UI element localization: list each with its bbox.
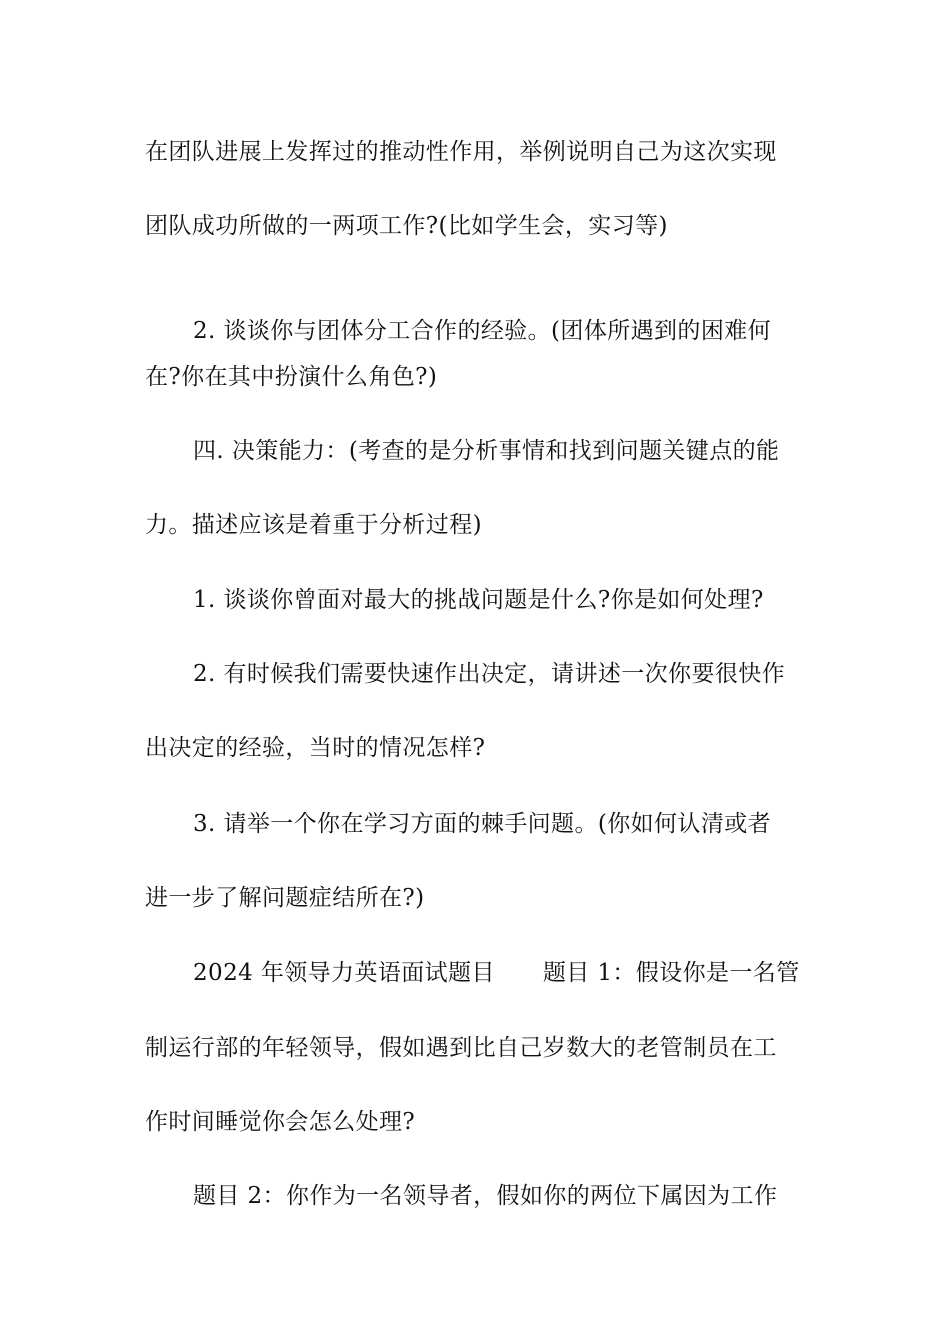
paragraph-line: 2. 有时候我们需要快速作出决定，请讲述一次你要很快作 <box>193 661 786 687</box>
paragraph-line: 1. 谈谈你曾面对最大的挑战问题是什么?你是如何处理? <box>193 587 764 613</box>
paragraph-line: 力。描述应该是着重于分析过程) <box>145 512 482 538</box>
question-lead: 题目 1：假设你是一名管 <box>542 960 800 986</box>
section-title: 2024 年领导力英语面试题目 <box>193 960 495 986</box>
paragraph-line: 团队成功所做的一两项工作?(比如学生会，实习等) <box>145 213 668 239</box>
paragraph-line: 作时间睡觉你会怎么处理? <box>145 1109 416 1135</box>
paragraph-line: 3. 请举一个你在学习方面的棘手问题。(你如何认清或者 <box>193 811 772 837</box>
paragraph-line: 制运行部的年轻领导，假如遇到比自己岁数大的老管制员在工 <box>145 1035 777 1061</box>
paragraph-line: 在?你在其中扮演什么角色?) <box>145 364 438 390</box>
paragraph-line: 在团队进展上发挥过的推动性作用，举例说明自己为这次实现 <box>145 139 777 165</box>
paragraph-line: 出决定的经验，当时的情况怎样? <box>145 735 486 761</box>
heading-and-question-line <box>193 955 805 991</box>
section-heading-line: 四. 决策能力：(考查的是分析事情和找到问题关键点的能 <box>193 438 780 464</box>
paragraph-line: 2. 谈谈你与团体分工合作的经验。(团体所遇到的困难何 <box>193 318 772 344</box>
paragraph-line: 题目 2：你作为一名领导者，假如你的两位下属因为工作 <box>193 1183 778 1209</box>
paragraph-line: 进一步了解问题症结所在?) <box>145 885 425 911</box>
